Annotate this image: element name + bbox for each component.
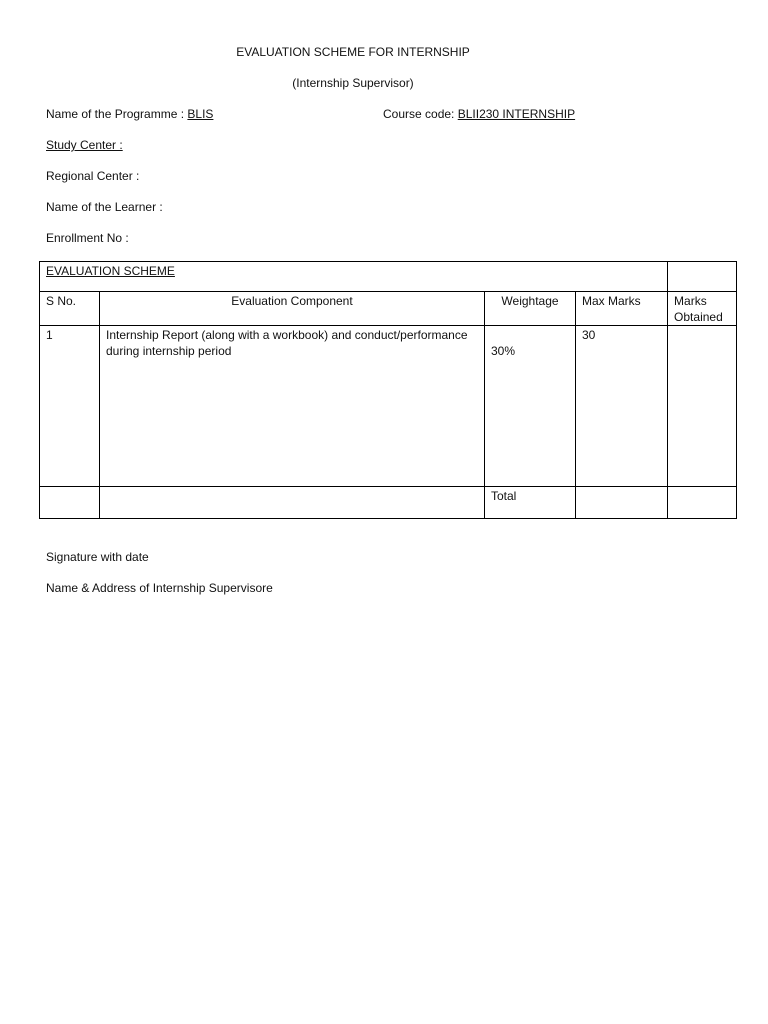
header-component: Evaluation Component bbox=[100, 292, 485, 326]
table-caption-blank-cell bbox=[668, 262, 737, 292]
row-weightage: 30% bbox=[485, 326, 576, 487]
signature-label: Signature with date bbox=[46, 550, 149, 564]
row-marks-obtained bbox=[668, 326, 737, 487]
page-title: EVALUATION SCHEME FOR INTERNSHIP bbox=[236, 45, 470, 59]
table-caption-row bbox=[40, 262, 737, 292]
course-code-value: BLII230 INTERNSHIP bbox=[457, 107, 576, 121]
table-total-row bbox=[40, 487, 737, 519]
row-sno: 1 bbox=[40, 326, 100, 487]
header-sno: S No. bbox=[40, 292, 100, 326]
page-subtitle: (Internship Supervisor) bbox=[292, 76, 414, 90]
header-weightage: Weightage bbox=[485, 292, 576, 326]
course-code-field bbox=[383, 106, 575, 122]
total-marks-obtained bbox=[668, 487, 737, 519]
header-marks-obtained: Marks Obtained bbox=[668, 292, 737, 326]
supervisor-label: Name & Address of Internship Supervisore bbox=[46, 581, 273, 595]
total-label: Total bbox=[485, 487, 576, 519]
row-max-marks: 30 bbox=[576, 326, 668, 487]
course-code-label: Course code: bbox=[383, 107, 455, 121]
study-center-label: Study Center : bbox=[46, 138, 123, 152]
programme-value: BLIS bbox=[187, 107, 214, 121]
learner-name-label: Name of the Learner : bbox=[46, 200, 163, 214]
table-caption: EVALUATION SCHEME bbox=[40, 262, 668, 292]
table-row bbox=[40, 326, 737, 487]
enrollment-label: Enrollment No : bbox=[46, 231, 129, 245]
programme-label: Name of the Programme : bbox=[46, 107, 185, 121]
row-component: Internship Report (along with a workbook) and conduct/performance during internship period bbox=[100, 326, 485, 487]
header-max-marks: Max Marks bbox=[576, 292, 668, 326]
total-max-marks bbox=[576, 487, 668, 519]
programme-field bbox=[46, 106, 213, 122]
regional-center-label: Regional Center : bbox=[46, 169, 140, 183]
total-blank-sno bbox=[40, 487, 100, 519]
table-header-row bbox=[40, 292, 737, 326]
total-blank-component bbox=[100, 487, 485, 519]
evaluation-scheme-table bbox=[39, 261, 737, 519]
